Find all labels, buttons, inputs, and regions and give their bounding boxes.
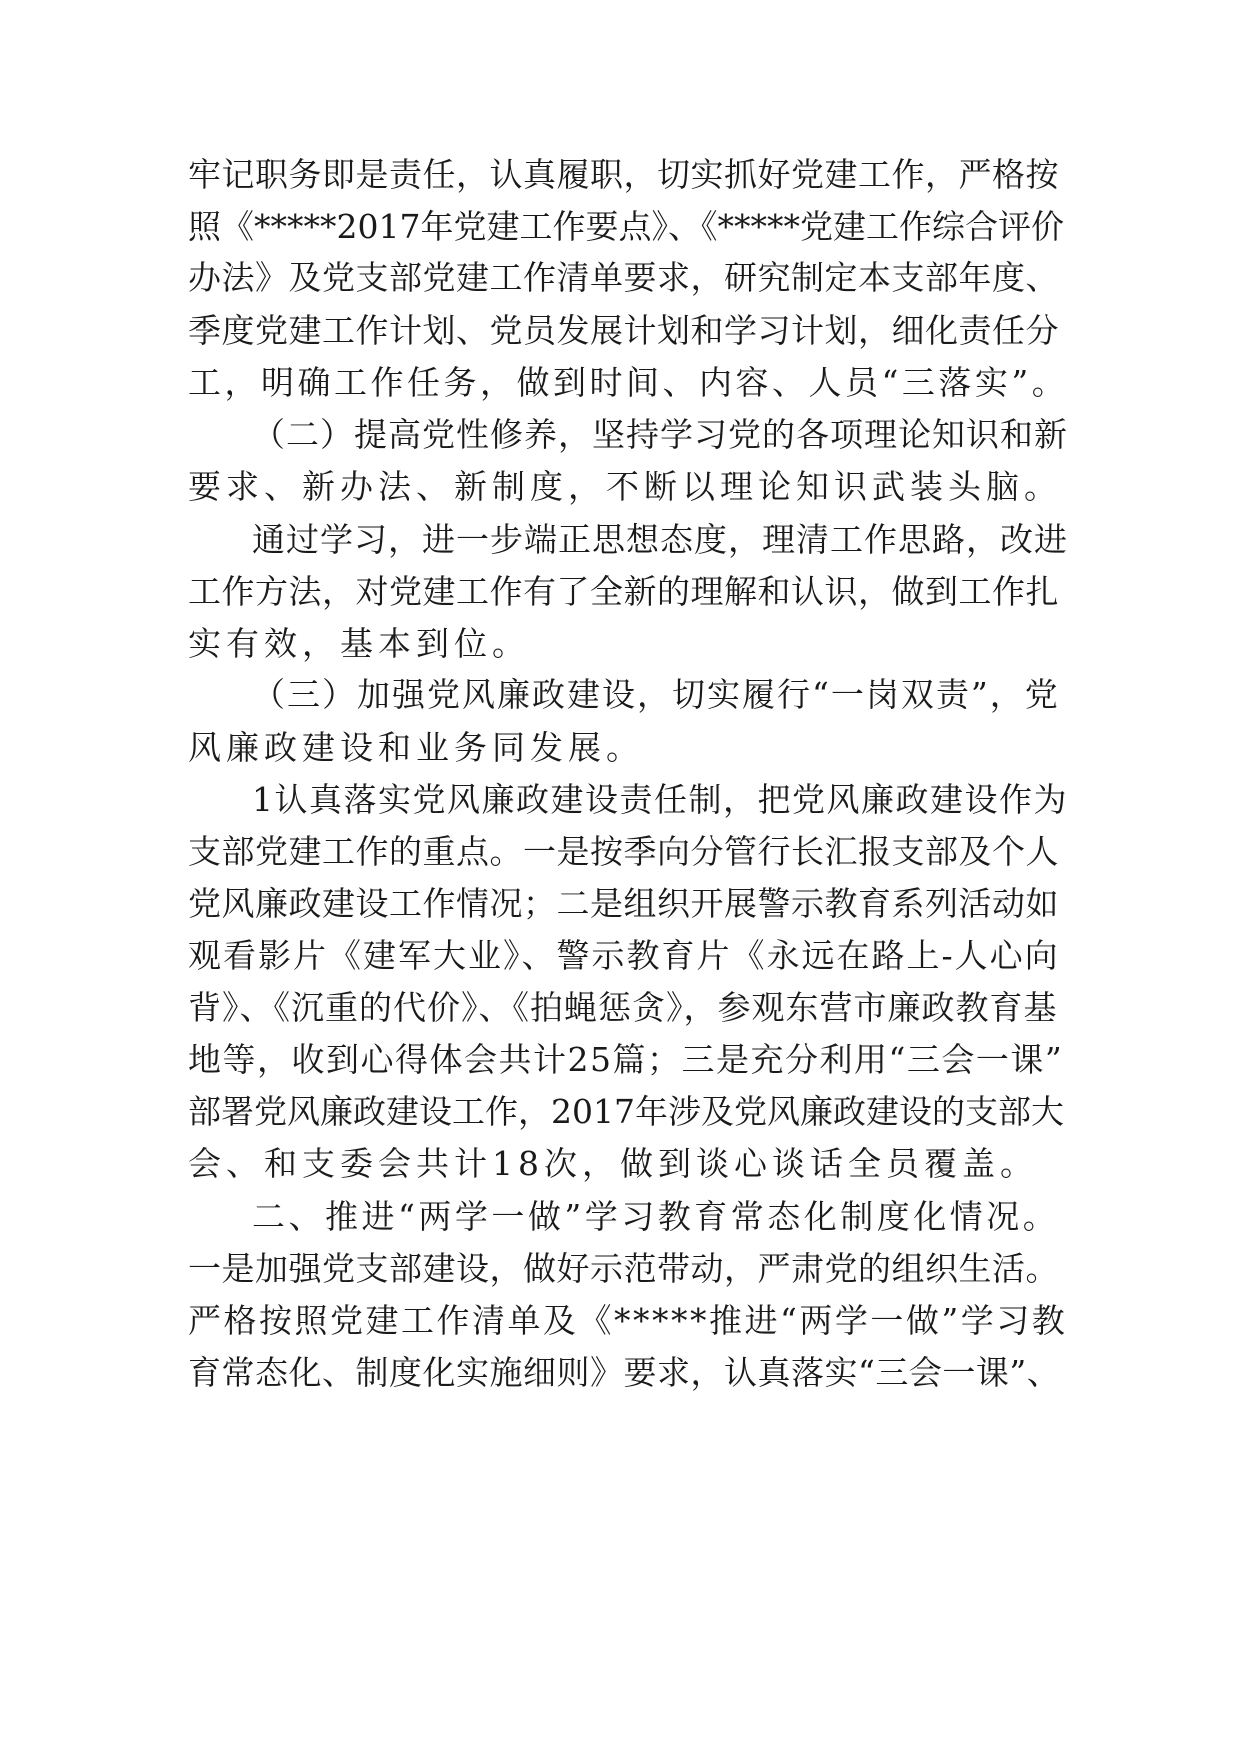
paragraph-line: 照《*****2017年党建工作要点》、《*****党建工作综合评价 <box>188 207 1064 246</box>
paragraph-line: 办法》及党支部党建工作清单要求，研究制定本支部年度、 <box>188 258 1059 297</box>
section-heading: （三）加强党风廉政建设，切实履行“一岗双责”，党 <box>252 675 1060 714</box>
paragraph-first-line: 1认真落实党风廉政建设责任制，把党风廉政建设作为 <box>252 780 1068 819</box>
section-heading: 二、推进“两学一做”学习教育常态化制度化情况。 <box>252 1197 1060 1236</box>
section-heading: （二）提高党性修养，坚持学习党的各项理论知识和新 <box>252 415 1068 454</box>
paragraph-line: 风廉政建设和业务同发展。 <box>188 728 644 767</box>
paragraph-line: 部署党风廉政建设工作，2017年涉及党风廉政建设的支部大 <box>188 1092 1064 1131</box>
paragraph-first-line: 通过学习，进一步端正思想态度，理清工作思路，改进 <box>252 520 1068 559</box>
paragraph-line: 实有效，基本到位。 <box>188 624 530 663</box>
paragraph-line: 要求、新办法、新制度，不断以理论知识武装头脑。 <box>188 467 1062 506</box>
paragraph-line: 党风廉政建设工作情况；二是组织开展警示教育系列活动如 <box>188 884 1059 923</box>
paragraph-line: 季度党建工作计划、党员发展计划和学习计划，细化责任分 <box>188 311 1059 350</box>
paragraph-line: 地等，收到心得体会共计25篇；三是充分利用“三会一课” <box>188 1040 1064 1079</box>
paragraph-line: 工，明确工作任务，做到时间、内容、人员“三落实”。 <box>188 363 1069 402</box>
paragraph-line: 观看影片《建军大业》、警示教育片《永远在路上-人心向 <box>188 936 1060 975</box>
paragraph-line: 严格按照党建工作清单及《*****推进“两学一做”学习教 <box>188 1301 1068 1340</box>
paragraph-line: 牢记职务即是责任，认真履职，切实抓好党建工作，严格按 <box>188 155 1059 194</box>
paragraph-line: 育常态化、制度化实施细则》要求，认真落实“三会一课”、 <box>188 1353 1061 1392</box>
paragraph-line: 工作方法，对党建工作有了全新的理解和认识，做到工作扎 <box>188 572 1059 611</box>
paragraph-line: 一是加强党支部建设，做好示范带动，严肃党的组织生活。 <box>188 1249 1059 1288</box>
paragraph-line: 支部党建工作的重点。一是按季向分管行长汇报支部及个人 <box>188 832 1059 871</box>
paragraph-line: 会、和支委会共计18次，做到谈心谈话全员覆盖。 <box>188 1144 1038 1183</box>
paragraph-line: 背》、《沉重的代价》、《拍蝇惩贪》，参观东营市廉政教育基 <box>188 988 1058 1027</box>
